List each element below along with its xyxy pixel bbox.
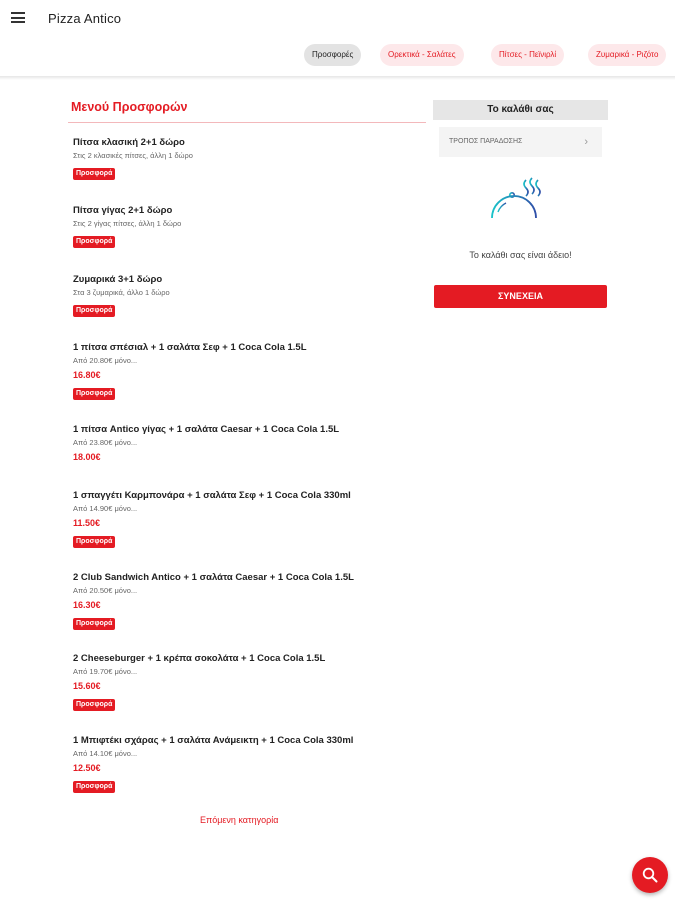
category-tabs [0,44,675,72]
tab-pizzas[interactable]: Πίτσες - Πεϊνιρλί [491,44,564,66]
offer-title: 2 Cheeseburger + 1 κρέπα σοκολάτα + 1 Coca Cola 1.5L [73,653,326,664]
header-divider [0,76,675,80]
offer-title: 1 Μπιφτέκι σχάρας + 1 σαλάτα Ανάμεικτη + 1 Coca Cola 330ml [73,735,354,746]
offer-title: 1 πίτσα σπέσιαλ + 1 σαλάτα Σεφ + 1 Coca Cola 1.5L [73,342,307,353]
tab-offers[interactable]: Προσφορές [304,44,361,66]
cart-header: Το καλάθι σας [433,100,608,120]
offer-badge: Προσφορά [73,168,115,180]
chevron-right-icon: › [584,136,588,148]
offer-badge: Προσφορά [73,305,115,317]
search-fab-button[interactable] [632,857,668,893]
app-bar [0,0,675,38]
offer-title: 2 Club Sandwich Antico + 1 σαλάτα Caesar + 1 Coca Cola 1.5L [73,572,354,583]
offer-description: Στις 2 γίγας πίτσες, άλλη 1 δώρο [73,219,182,228]
offer-item[interactable] [73,424,413,464]
offer-description: Στα 3 ζυμαρικά, άλλο 1 δώρο [73,288,170,297]
app-title: Pizza Antico [48,11,122,26]
offer-price: 16.80€ [73,370,101,380]
offer-title: Ζυμαρικά 3+1 δώρο [73,274,163,285]
offer-title: Πίτσα κλασική 2+1 δώρο [73,137,185,148]
offer-item[interactable] [73,490,413,548]
offer-title: Πίτσα γίγας 2+1 δώρο [73,205,173,216]
offer-item[interactable] [73,735,413,793]
tab-pasta-risotto[interactable]: Ζυμαρικά - Ριζότο [588,44,666,66]
offer-description: Από 19.70€ μόνο... [73,667,138,676]
offer-description: Από 14.10€ μόνο... [73,749,138,758]
delivery-method-selector[interactable] [439,127,602,157]
menu-icon[interactable] [11,12,25,23]
offer-item[interactable] [73,205,413,248]
offer-item[interactable] [73,653,413,711]
cart-empty-message: Το καλάθι σας είναι άδειο! [469,250,572,260]
offer-description: Στις 2 κλασικές πίτσες, άλλη 1 δώρο [73,151,193,160]
offer-price: 15.60€ [73,681,101,691]
offer-title: 1 πίτσα Antico γίγας + 1 σαλάτα Caesar + 1 Coca Cola 1.5L [73,424,340,435]
offer-badge: Προσφορά [73,618,115,630]
offer-title: 1 σπαγγέτι Καρμπονάρα + 1 σαλάτα Σεφ + 1 Coca Cola 330ml [73,490,351,501]
next-category-link[interactable]: Επόμενη κατηγορία [200,815,279,825]
offer-item[interactable] [73,274,413,317]
offer-description: Από 14.90€ μόνο... [73,504,138,513]
offer-badge: Προσφορά [73,536,115,548]
search-icon [642,867,658,883]
offer-price: 16.30€ [73,600,101,610]
offer-item[interactable] [73,137,413,180]
serving-cloche-icon [486,176,554,228]
offer-badge: Προσφορά [73,781,115,793]
heading-underline [68,122,426,123]
offer-item[interactable] [73,572,413,630]
offer-badge: Προσφορά [73,699,115,711]
offer-description: Από 23.80€ μόνο... [73,438,138,447]
tab-appetizers-salads[interactable]: Ορεκτικά - Σαλάτες [380,44,464,66]
offer-item[interactable] [73,342,413,400]
continue-button[interactable]: ΣΥΝΕΧΕΙΑ [434,285,607,308]
offer-description: Από 20.50€ μόνο... [73,586,138,595]
menu-heading: Μενού Προσφορών [71,100,188,114]
delivery-method-label: ΤΡΟΠΟΣ ΠΑΡΑΔΟΣΗΣ [449,138,523,145]
offer-badge: Προσφορά [73,236,115,248]
offer-price: 18.00€ [73,452,101,462]
offer-price: 12.50€ [73,763,101,773]
offer-price: 11.50€ [73,518,101,528]
offer-description: Από 20.80€ μόνο... [73,356,138,365]
offer-badge: Προσφορά [73,388,115,400]
